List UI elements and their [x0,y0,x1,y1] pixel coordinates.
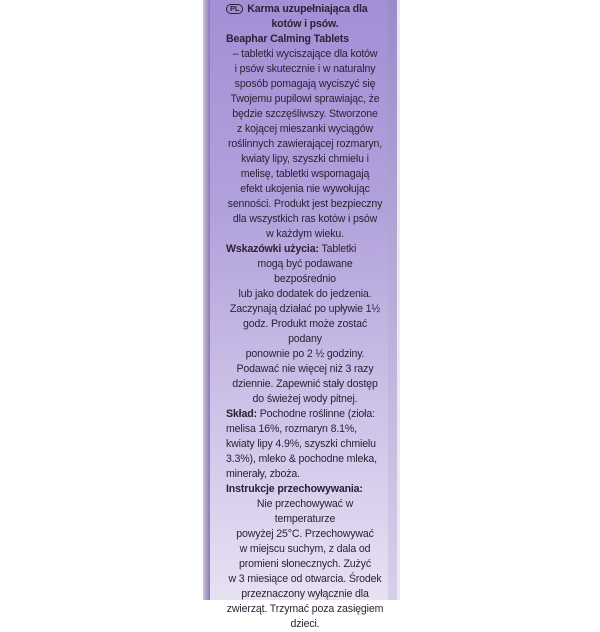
title-line-1: PL Karma uzupełniająca dla [226,2,384,17]
package-right-highlight [397,0,400,600]
description-line: sposób pomagają wyciszyć się [234,78,376,90]
title-line-2: kotów i psów. [271,18,339,30]
language-badge: PL [226,4,243,14]
storage-heading: Instrukcje przechowywania: [226,483,363,495]
usage-line: godz. Produkt może zostać podany [242,318,368,345]
description-line: i psów skutecznie i w naturalny [234,63,376,75]
usage-first-line: Wskazówki użycia: Tabletki [226,243,357,255]
description-line: kwiaty lipy, szyszki chmielu i [241,153,369,165]
storage-line: powyżej 25°C. Przechowywać [236,528,374,540]
description-line: – tabletki wyciszające dla kotów [232,48,378,60]
composition-line: melisa 16%, rozmaryn 8.1%, [226,423,357,435]
description-line: roślinnych zawierającej rozmaryn, [227,138,382,150]
storage-block [226,482,384,632]
storage-line: przeznaczony wyłącznie dla [241,588,369,600]
composition-line: minerały, zboża. [226,468,300,480]
usage-line: Podawać nie więcej niż 3 razy [236,363,374,375]
composition-line: kwiaty lipy 4.9%, szyszki chmielu [226,438,376,450]
usage-line: Zaczynają działać po upływie 1½ [229,303,381,315]
label-panel [210,0,388,630]
description-line: efekt ukojenia nie wywołując [240,183,370,195]
usage-line: do świeżej wody pitnej. [252,393,358,405]
composition-first-line: Skład: Pochodne roślinne (zioła: [226,408,375,420]
usage-line: mogą być podawane bezpośrednio [257,258,353,285]
storage-line: dzieci. [290,618,320,630]
description-line: będzie szczęśliwszy. Stworzone [232,108,378,120]
usage-line: lub jako dodatek do jedzenia. [238,288,372,300]
usage-block [226,242,384,407]
usage-line: dziennie. Zapewnić stały dostęp [232,378,378,390]
description-line: senności. Produkt jest bezpieczny [227,198,383,210]
description-line: melisę, tabletki wspomagają [240,168,370,180]
title-line-3: Beaphar Calming Tablets [226,33,349,45]
description-line: z kojącej mieszanki wyciągów [237,123,373,135]
package-left-edge [203,0,210,600]
description-line: w każdym wieku. [266,228,344,240]
storage-line: promieni słonecznych. Zużyć [239,558,371,570]
storage-line: w miejscu suchym, z dala od [239,543,371,555]
description-line: Twojemu pupilowi sprawiając, że [230,93,380,105]
storage-line: zwierząt. Trzymać poza zasięgiem [226,603,384,615]
composition-heading: Skład: [226,408,257,420]
storage-line: w 3 miesiące od otwarcia. Środek [228,573,382,585]
composition-block [226,407,384,482]
description-line: dla wszystkich ras kotów i psów [232,213,378,225]
usage-heading: Wskazówki użycia: [226,243,319,255]
storage-line: Nie przechowywać w temperaturze [256,498,354,525]
composition-line: 3.3%), mleko & pochodne mleka, [226,453,377,465]
package-right-edge [388,0,397,600]
description-block [226,47,384,242]
usage-line: ponownie po 2 ½ godziny. [245,348,365,360]
